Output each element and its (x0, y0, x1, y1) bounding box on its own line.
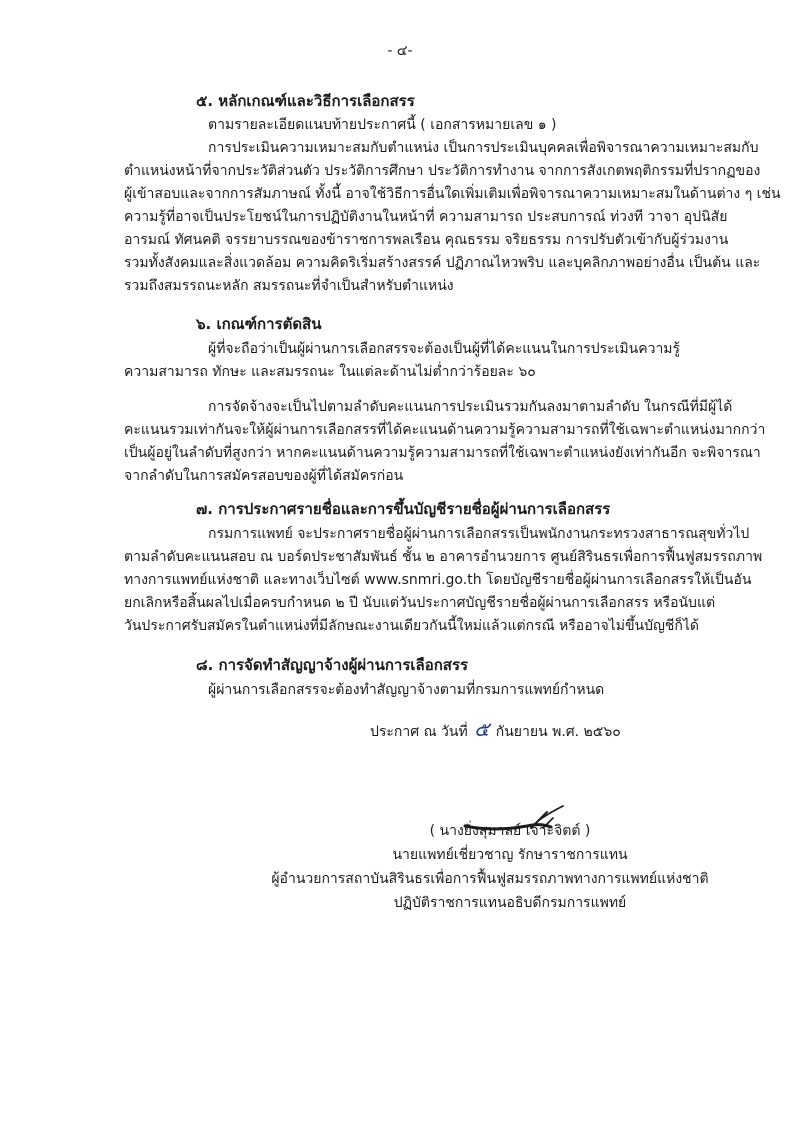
signatory-title-1: นายแพทย์เชี่ยวชาญ รักษาราชการแทน (392, 847, 628, 863)
section-7-line-1: กรมการแพทย์ จะประกาศรายชื่อผู้ผ่านการเลือกสรรเป็นพนักงานกระทรวงสาธารณสุขทั่วไป (208, 526, 750, 542)
section-5-line-4: ความรู้ที่อาจเป็นประโยชน์ในการปฏิบัติงานในหน้าที่ ความสามารถ ประสบการณ์ ท่วงที วาจา อุปนิสัย (124, 209, 728, 225)
section-5-heading: ๕. หลักเกณฑ์และวิธีการเลือกสรร (196, 92, 415, 110)
section-6-p1-line-2: ความสามารถ ทักษะ และสมรรถนะ ในแต่ละด้านไม่ต่ำกว่าร้อยละ ๖๐ (124, 364, 536, 380)
date-day-handwritten: ๕ (474, 717, 490, 741)
signatory-name: ( นางยิ่งสุมาลย์ เจาะจิตต์ ) (429, 823, 591, 839)
section-7-line-4: ยกเลิกหรือสิ้นผลไปเมื่อครบกำหนด ๒ ปี นับแต่วันประกาศบัญชีรายชื่อผู้ผ่านการเลือกสรร หรือนับแต่ (124, 595, 716, 611)
section-5-line-5: อารมณ์ ทัศนคติ จรรยาบรรณของข้าราชการพลเรือน คุณธรรม จริยธรรม การปรับตัวเข้ากับผู้ร่วมงาน (124, 232, 729, 248)
page-number: - ๔- (387, 43, 413, 59)
section-7-line-2: ตามลำดับคะแนนสอบ ณ บอร์ดประชาสัมพันธ์ ชั้น ๒ อาคารอำนวยการ ศูนย์สิรินธรเพื่อการฟื้นฟูสมรรถภาพ (124, 549, 763, 565)
section-6-p2-line-2: คะแนนรวมเท่ากันจะให้ผู้ผ่านการเลือกสรรที่ได้คะแนนด้านความรู้ความสามารถที่ใช้เฉพาะตำแหน่งมากกว่า (124, 422, 766, 438)
section-5-line-1: การประเมินความเหมาะสมกับตำแหน่ง เป็นการประเมินบุคคลเพื่อพิจารณาความเหมาะสมกับ (208, 140, 759, 156)
section-6-p2-line-4: จากลำดับในการสมัครสอบของผู้ที่ได้สมัครก่อน (124, 468, 404, 484)
date-suffix: กันยายน พ.ศ. ๒๕๖๐ (495, 724, 621, 740)
signatory-title-2: ผู้อำนวยการสถาบันสิรินธรเพื่อการฟื้นฟูสมรรถภาพทางการแพทย์แห่งชาติ (271, 871, 709, 887)
section-5-line-3: ผู้เข้าสอบและจากการสัมภาษณ์ ทั้งนี้ อาจใช้วิธีการอื่นใดเพิ่มเติมเพื่อพิจารณาความเหมาะสมในด้านต่าง ๆ เช่น (124, 186, 781, 202)
signatory-title-3: ปฏิบัติราชการแทนอธิบดีกรมการแพทย์ (393, 895, 627, 911)
section-8-line: ผู้ผ่านการเลือกสรรจะต้องทำสัญญาจ้างตามที่กรมการแพทย์กำหนด (208, 682, 605, 698)
section-6-heading: ๖. เกณฑ์การตัดสิน (196, 315, 322, 333)
section-5-line-7: รวมถึงสมรรถนะหลัก สมรรถนะที่จำเป็นสำหรับตำแหน่ง (124, 278, 454, 294)
section-5-line-6: รวมทั้งสังคมและสิ่งแวดล้อม ความคิดริเริ่มสร้างสรรค์ ปฏิภาณไหวพริบ และบุคลิกภาพอย่างอื่น เป็นต้น และ (124, 255, 761, 271)
section-5-reference: ตามรายละเอียดแนบท้ายประกาศนี้ ( เอกสารหมายเลข ๑ ) (208, 117, 557, 133)
section-6-p2-line-1: การจัดจ้างจะเป็นไปตามลำดับคะแนนการประเมินรวมกันลงมาตามลำดับ ในกรณีที่มีผู้ได้ (208, 399, 733, 415)
section-7-heading: ๗. การประกาศรายชื่อและการขึ้นบัญชีรายชื่อผู้ผ่านการเลือกสรร (196, 500, 611, 518)
section-5-line-2: ตำแหน่งหน้าที่จากประวัติส่วนตัว ประวัติการศึกษา ประวัติการทำงาน จากการสังเกตพฤติกรรมที่ปรากฏของ (124, 163, 761, 179)
section-8-heading: ๘. การจัดทำสัญญาจ้างผู้ผ่านการเลือกสรร (196, 656, 469, 674)
section-6-p2-line-3: เป็นผู้อยู่ในลำดับที่สูงกว่า หากคะแนนด้านความรู้ความสามารถที่ใช้เฉพาะตำแหน่งยังเท่ากันอีก จะพิจารณา (124, 445, 761, 461)
announcement-date (370, 717, 621, 741)
date-prefix: ประกาศ ณ วันที่ (370, 724, 468, 740)
section-7-line-3: ทางการแพทย์แห่งชาติ และทางเว็บไซต์ www.snmri.go.th โดยบัญชีรายชื่อผู้ผ่านการเลือกสรรให้เป็นอัน (124, 572, 752, 588)
section-7-line-5: วันประกาศรับสมัครในตำแหน่งที่มีลักษณะงานเดียวกันนี้ใหม่แล้วแต่กรณี หรืออาจไม่ขึ้นบัญชีก็ได้ (124, 618, 700, 634)
section-6-p1-line-1: ผู้ที่จะถือว่าเป็นผู้ผ่านการเลือกสรรจะต้องเป็นผู้ที่ได้คะแนนในการประเมินความรู้ (208, 341, 681, 357)
